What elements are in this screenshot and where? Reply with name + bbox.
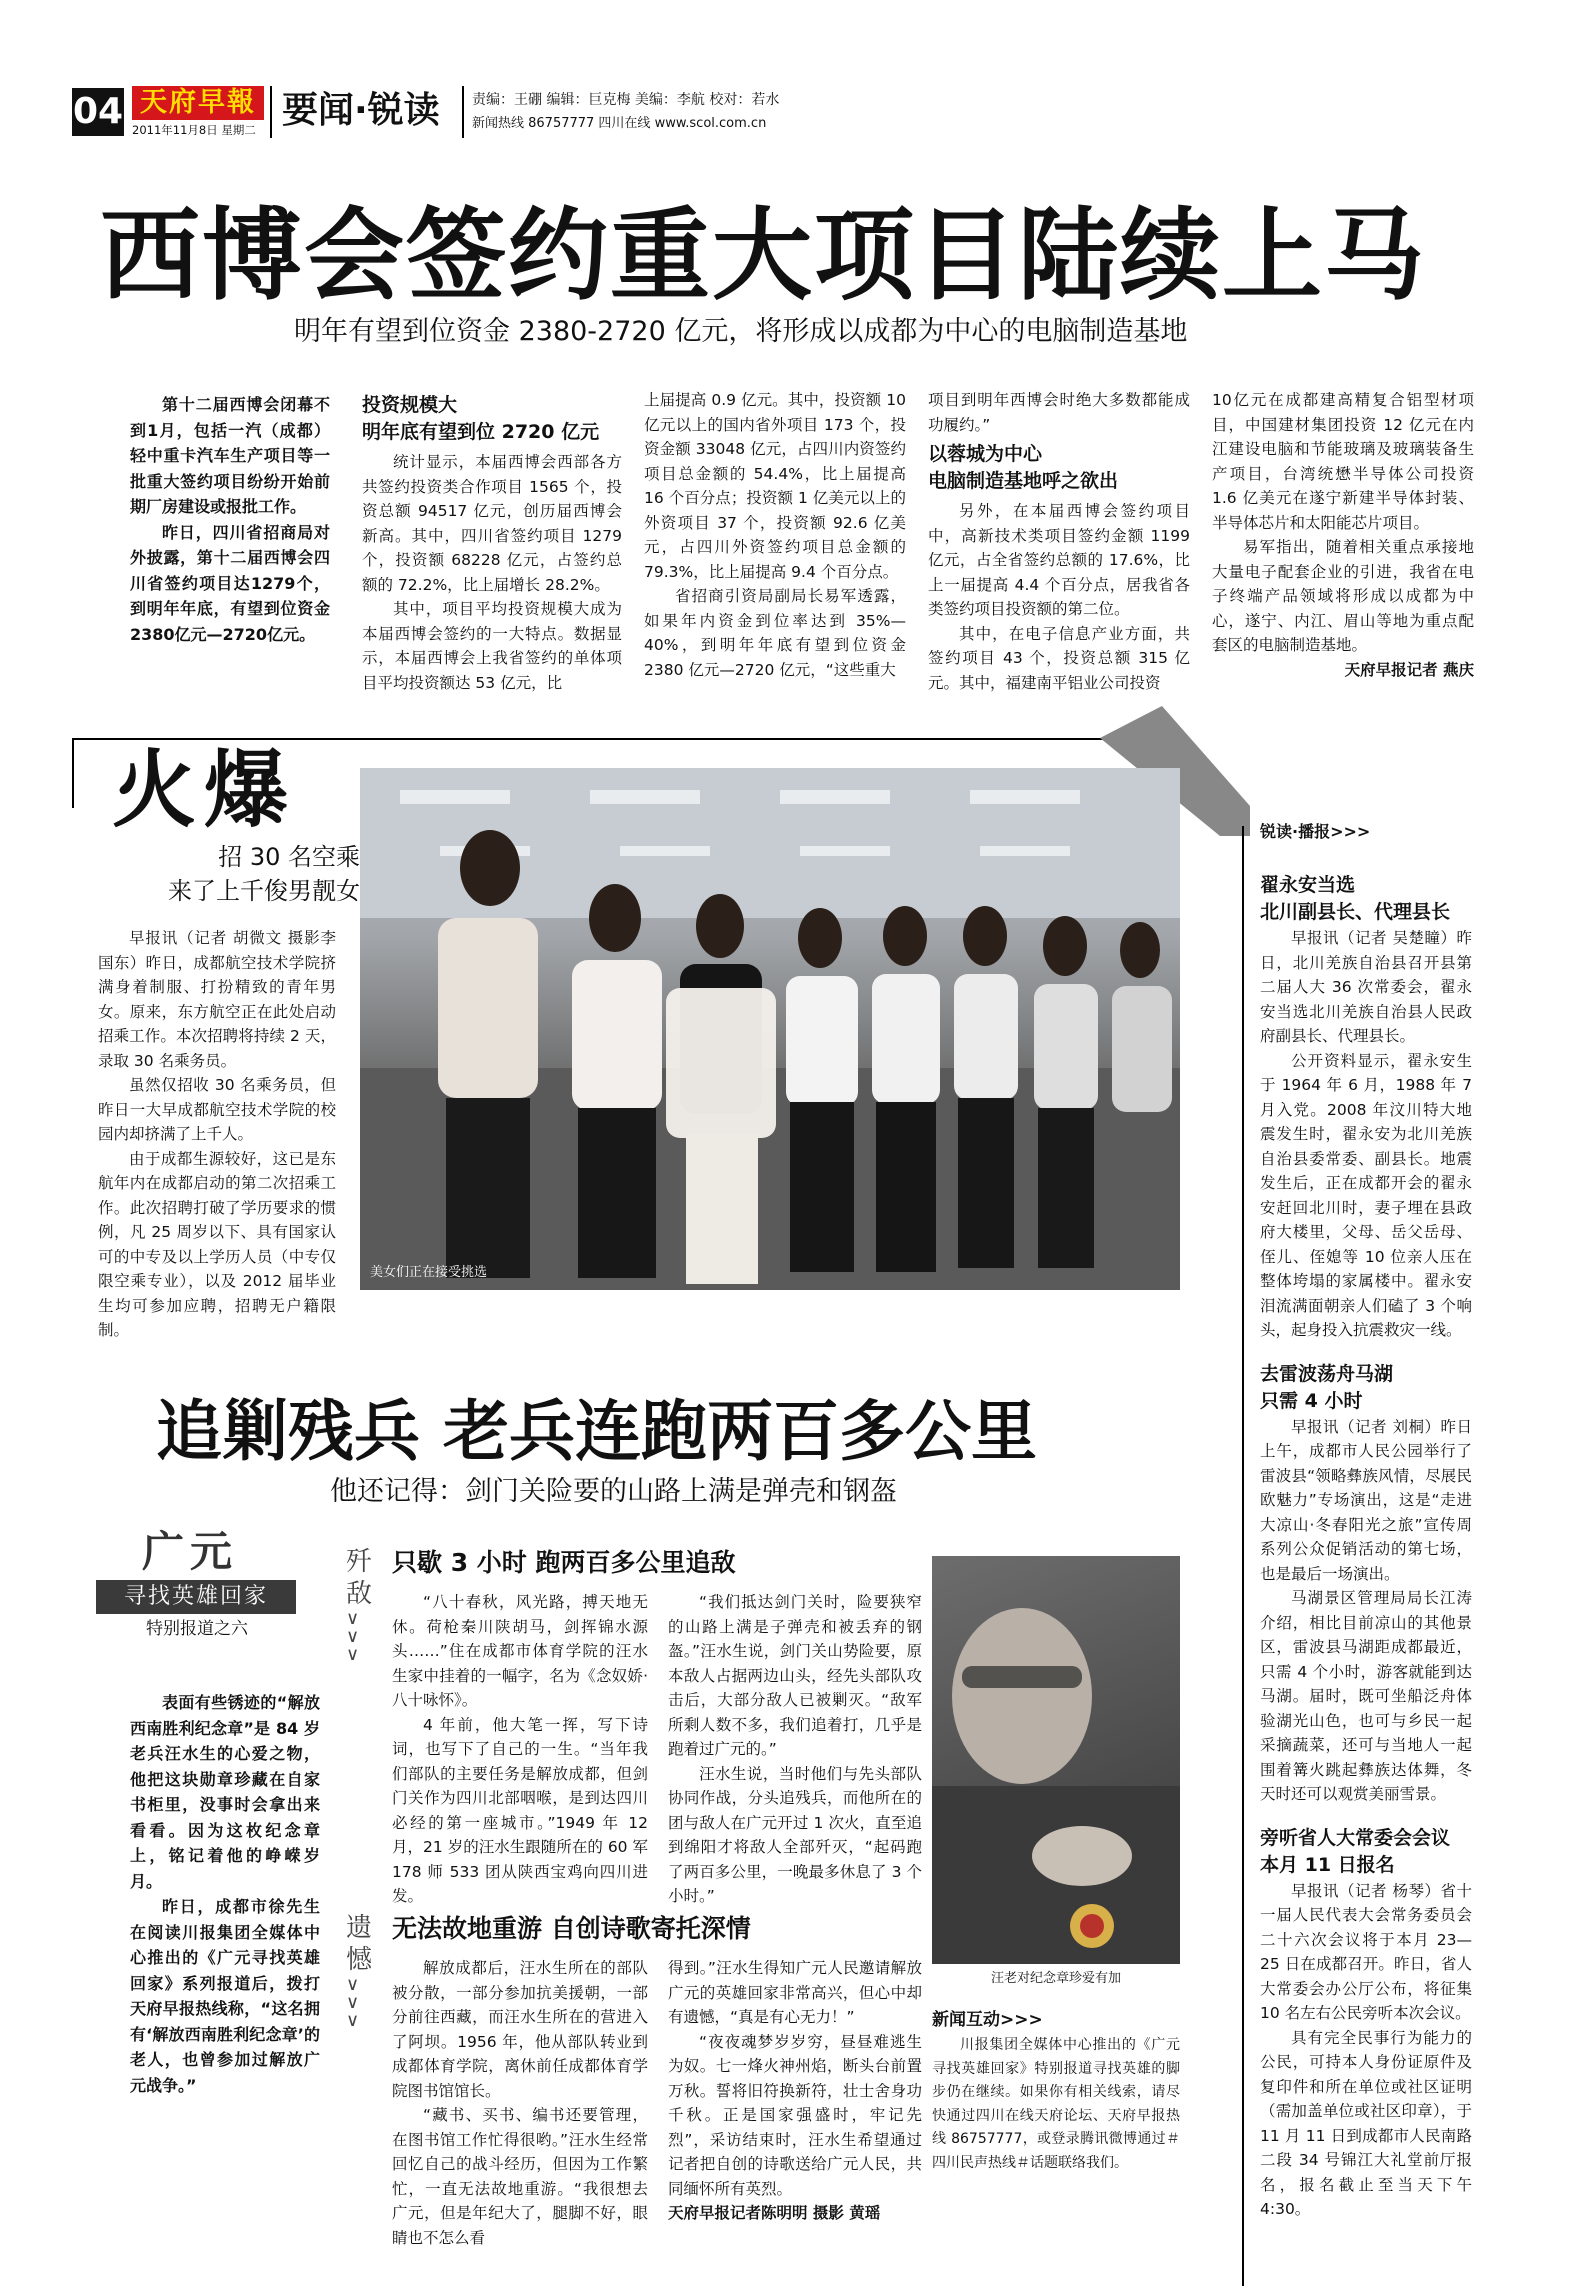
brief-headline: 翟永安当选 <box>1260 874 1356 896</box>
body-paragraph: 汪水生说，当时他们与先头部队协同作战，分头追残兵，而他所在的团与敌人在广元开过 1 次火，直至追到绵阳才将敌人全部歼灭，“起码跑了两百多公里，一晚最多休息了 3 个小时。” <box>668 1764 922 1905</box>
story1-column-5 <box>1212 388 1474 682</box>
brief-paragraph: 公开资料显示，翟永安生于 1964 年 6 月，1988 年 7 月入党。2008 年汶川特大地震发生时，翟永安为北川羌族自治县委常委、副县长。地震发生后，正在成都开会的翟永安赶回北川时，妻子埋在县政府大楼里，父母、岳父岳母、侄儿、侄媳等 10 位亲人压在整体垮塌的家属楼中。翟永安泪流满面朝亲人们磕了 3 个响头，起身投入抗震救灾一线。 <box>1260 1051 1472 1339</box>
brief-headline: 本月 11 日报名 <box>1260 1853 1395 1876</box>
lead-paragraph: 第十二届西博会闭幕不到1月，包括一汽（成都）轻中重卡汽车生产项目等一批重大签约项目纷纷开始前期厂房建设或报批工作。 <box>130 395 330 516</box>
story2-subtitle: 招 30 名空乘 <box>218 843 360 871</box>
headline: 追剿残兵 老兵连跑两百多公里 <box>156 1393 1037 1470</box>
body-paragraph: 统计显示，本届西博会西部各方共签约投资类合作项目 1565 个，投资总额 94517 亿元，创历届西博会新高。其中，四川省签约项目 1279 个，投资额 68228 亿元，占签约总额的 72.2%，比上届增长 28.2%。 <box>362 453 622 594</box>
body-paragraph: 易军指出，随着相关重点承接地大量电子配套企业的引进，我省在电子终端产品领域将形成以成都为中心，遂宁、内江、眉山等地为重点配套区的电脑制造基地。 <box>1212 538 1474 654</box>
brief-headline: 去雷波荡舟马湖 <box>1260 1362 1394 1385</box>
brief-paragraph: 早报讯（记者 杨琴）省十一届人民代表大会常务委员会二十六次会议将于本月 23—25 日在成都召开。昨日，省人大常委会办公厅公布，将征集 10 名左右公民旁听本次会议。 <box>1260 1881 1472 2022</box>
photo-caption: 美女们正在接受挑选 <box>370 1265 488 1280</box>
body-paragraph: 项目到明年西博会时绝大多数都能成功履约。” <box>928 391 1190 434</box>
section-heading: 只歇 3 小时 跑两百多公里追敌 <box>392 1548 736 1577</box>
body-paragraph: 省招商引资局副局长易军透露，如果年内资金到位率达到 35%—40%，到明年年底有望到位资金 2380 亿元—2720 亿元，“这些重大 <box>644 587 906 679</box>
section-heading: 无法故地重游 自创诗歌寄托深情 <box>392 1914 751 1943</box>
section-tag <box>346 1912 386 2030</box>
body-paragraph: 解放成都后，汪水生所在的部队被分散，一部分参加抗美援朝，一部分前往西藏，而汪水生所在的营进入了阿坝。1956 年，他从部队转业到成都体育学院，离休前任成都体育学院图书馆馆长。 <box>392 1959 648 2100</box>
body-paragraph: 上届提高 0.9 亿元。其中，投资额 10 亿元以上的国内省外项目 173 个，投资金额 33048 亿元，占四川内资签约项目总金额的 54.4%，比上届提高 16 个百分点；投资额 1 亿美元以上的外资项目 37 个，投资额 92.6 亿美元，占四川外资签约项目总金额的 79.3%，比上届提高 9.4 个百分点。 <box>644 391 906 581</box>
masthead-divider <box>462 86 464 138</box>
story1-column-1 <box>130 392 330 647</box>
subsection-heading: 投资规模大 <box>362 394 458 416</box>
story1-column-2 <box>362 392 622 695</box>
brief-paragraph: 早报讯（记者 吴楚瞳）昨日，北川羌族自治县召开县第二届人大 36 次常委会，翟永安当选北川羌族自治县人民政府副县长、代理县长。 <box>1260 929 1472 1045</box>
section-tag <box>346 1546 386 1664</box>
sidebar-divider <box>1242 826 1244 2286</box>
badge-series: 寻找英雄回家 <box>96 1580 296 1614</box>
byline: 天府早报记者陈明明 摄影 黄瑶 <box>668 2204 881 2222</box>
section-title: 要闻·锐读 <box>282 90 440 131</box>
body-paragraph: 由于成都生源较好，这已是东航年内在成都启动的第二次招乘工作。此次招聘打破了学历要求的惯例，凡 25 周岁以下、具有国家认可的中专及以上学历人员（中专仅限空乘专业），以及 2012 届毕业生均可参加应聘，招聘无户籍限制。 <box>98 1149 336 1339</box>
story2-subtitle: 来了上千俊男靓女 <box>168 877 360 905</box>
sidebar-label: 锐读·播报>>> <box>1260 822 1371 841</box>
photo-illustration <box>360 768 1180 1290</box>
body-paragraph: “夜夜魂梦岁岁穷，昼昼难逃生为奴。七一烽火神州焰，断头台前置万秋。誓将旧符换新符，壮士舍身功千秋。正是国家强盛时，牢记先烈”，采访结束时，汪水生希望通过记者把自创的诗歌送给广元人民，共同缅怀所有英烈。 <box>668 2032 922 2198</box>
interaction-text: 川报集团全媒体中心推出的《广元寻找英雄回家》特别报道寻找英雄的脚步仍在继续。如果你有相关线索，请尽快通过四川在线天府论坛、天府早报热线 86757777，或登录腾讯微博通过＃四川民声热线＃话题联络我们。 <box>932 2037 1180 2171</box>
section-tag-label: 歼敌 <box>346 1547 373 1609</box>
section-tag-label: 遗憾 <box>346 1913 373 1975</box>
subsection-heading: 以蓉城为中心 <box>928 443 1043 465</box>
badge-number: 特别报道之六 <box>146 1619 248 1639</box>
issue-date: 2011年11月8日 星期二 <box>132 123 256 137</box>
body-paragraph: 得到。”汪水生得知广元人民邀请解放广元的英雄回家非常高兴，但心中却有遗憾，“真是有心无力！” <box>668 1959 922 2026</box>
newspaper-logo: 天府早報 <box>132 86 264 120</box>
body-paragraph: 其中，项目平均投资规模大成为本届西博会签约的一大特点。数据显示，本届西博会上我省签约的单体项目平均投资额达 53 亿元，比 <box>362 600 622 692</box>
chevron-down-icon: ∨ ∨ ∨ <box>346 1974 360 2031</box>
story1-column-4 <box>928 388 1190 695</box>
body-paragraph: 4 年前，他大笔一挥，写下诗词，也写下了自己的一生。“当年我们部队的主要任务是解放成都，但剑门关作为四川北部咽喉，是到达四川必经的第一座城市。”1949 年 12 月，21 岁的汪水生跟随所在的 60 军 178 师 533 团从陕西宝鸡向四川进发。 <box>392 1715 648 1905</box>
body-paragraph: “藏书、买书、编书还要管理，在图书馆工作忙得很哟。”汪水生经常回忆自己的战斗经历，但因为工作繁忙，一直无法故地重游。“我很想去广元，但是年纪大了，腿脚不好，眼睛也不怎么看 <box>392 2106 648 2247</box>
brief-paragraph: 马湖景区管理局局长江涛介绍，相比目前凉山的其他景区，雷波县马湖距成都最近，只需 4 个小时，游客就能到达马湖。届时，既可坐船泛舟体验湖光山色，也可与乡民一起采摘蔬菜，还可与当地人一起围着篝火跳起彝族达体舞，冬天时还可以观赏美丽雪景。 <box>1260 1589 1472 1803</box>
intro-paragraph: 表面有些锈迹的“解放西南胜利纪念章”是 84 岁老兵汪水生的心爱之物，他把这块勋章珍藏在自家书柜里，没事时会拿出来看看。因为这枚纪念章上，铭记着他的峥嵘岁月。 <box>130 1693 320 1891</box>
headline: 西博会签约重大项目陆续上马 <box>100 197 1426 314</box>
brief-headline: 只需 4 小时 <box>1260 1389 1363 1412</box>
body-paragraph: 另外，在本届西博会签约项目中，高新技术类项目签约金额 1199 亿元，占全省签约总额的 17.6%，比上一届提高 4.4 个百分点，居我省各类签约项目投资额的第二位。 <box>928 502 1190 618</box>
veteran-photo <box>932 1556 1180 1994</box>
page-number: 04 <box>72 88 124 136</box>
photo-illustration <box>932 1556 1180 1994</box>
brief-paragraph: 早报讯（记者 刘桐）昨日上午，成都市人民公园举行了雷波县“领略彝族风情，尽展民欧魅力”专场演出，这是“走进大凉山·冬春阳光之旅”宣传周系列公众促销活动的第七场，也是最后一场演出。 <box>1260 1417 1472 1583</box>
badge-city: 广元 <box>142 1527 239 1576</box>
story3-intro <box>130 1690 320 2098</box>
subsection-heading: 明年底有望到位 2720 亿元 <box>362 421 600 443</box>
story3-s2-column-1 <box>392 1956 648 2250</box>
flight-attendant-photo <box>360 768 1180 1290</box>
brief-paragraph: 具有完全民事行为能力的公民，可持本人身份证原件及复印件和所在单位或社区证明（需加盖单位或社区印章），于 11 月 11 日到成都市人民南路二段 34 号锦江大礼堂前厅报名，报名截止至当天下午 4:30。 <box>1260 2028 1472 2218</box>
body-paragraph: 虽然仅招收 30 名乘务员，但昨日一大早成都航空技术学院的校园内却挤满了上千人。 <box>98 1076 336 1143</box>
story3-s1-column-2 <box>668 1590 922 1909</box>
lead-paragraph: 昨日，四川省招商局对外披露，第十二届西博会四川省签约项目达1279个，到明年年底，有望到位资金2380亿元—2720亿元。 <box>130 522 330 644</box>
story3-s2-column-2 <box>668 1956 922 2226</box>
brief-headline: 北川副县长、代理县长 <box>1260 901 1451 923</box>
byline: 天府早报记者 燕庆 <box>1344 660 1474 679</box>
subheadline: 明年有望到位资金 2380-2720 亿元，将形成以成都为中心的电脑制造基地 <box>294 316 1188 347</box>
story2-title: 火爆 <box>112 741 297 839</box>
story2-frame-left <box>72 738 74 808</box>
chevron-down-icon: ∨ ∨ ∨ <box>346 1608 360 1665</box>
interaction-title: 新闻互动>>> <box>932 2010 1043 2030</box>
story1-column-3 <box>644 388 906 682</box>
news-brief-sidebar <box>1260 820 1472 2222</box>
body-paragraph: “我们抵达剑门关时，险要狭窄的山路上满是子弹壳和被丢弃的钢盔。”汪水生说，剑门关山势险要，原本敌人占据两边山头，经先头部队攻击后，大部分敌人已被剿灭。“敌军所剩人数不多，我们追着打，几乎是跑着过广元的。” <box>668 1593 922 1758</box>
hotline: 新闻热线 86757777 四川在线 www.scol.com.cn <box>472 116 767 131</box>
masthead-divider <box>270 86 272 138</box>
brief-headline: 旁听省人大常委会会议 <box>1260 1826 1451 1849</box>
editor-credits: 责编：王硼 编辑：巨克梅 美编：李航 校对：若水 <box>472 92 780 108</box>
story2-body <box>98 926 336 1343</box>
body-paragraph: “八十春秋，风光路，搏天地无休。荷枪秦川陕胡马，剑挥锦水源头……”住在成都市体育学院的汪水生家中挂着的一幅字，名为《念奴娇·八十咏怀》。 <box>392 1593 648 1709</box>
subsection-heading: 电脑制造基地呼之欲出 <box>928 470 1119 492</box>
subheadline: 他还记得：剑门关险要的山路上满是弹壳和钢盔 <box>330 1476 897 1507</box>
body-paragraph: 其中，在电子信息产业方面，共签约项目 43 个，投资总额 315 亿元。其中，福建南平铝业公司投资 <box>928 624 1190 692</box>
news-interaction-box <box>932 2006 1180 2175</box>
story3-s1-column-1 <box>392 1590 648 1909</box>
body-paragraph: 10亿元在成都建高精复合铝型材项目，中国建材集团投资 12 亿元在内江建设电脑和节能玻璃及玻璃装备生产项目，台湾统懋半导体公司投资 1.6 亿美元在遂宁新建半导体封装、半导体芯片和太阳能芯片项目。 <box>1212 391 1474 532</box>
photo-caption: 汪老对纪念章珍爱有加 <box>932 1964 1180 1994</box>
body-paragraph: 早报讯（记者 胡微文 摄影李国东）昨日，成都航空技术学院挤满身着制服、打扮精致的青年男女。原来，东方航空正在此处启动招乘工作。本次招聘将持续 2 天，录取 30 名乘务员。 <box>98 929 336 1070</box>
series-badge <box>96 1524 336 1664</box>
masthead <box>72 84 1532 144</box>
intro-paragraph: 昨日，成都市徐先生在阅读川报集团全媒体中心推出的《广元寻找英雄回家》系列报道后，拨打天府早报热线称，“这名拥有‘解放西南胜利纪念章’的老人，也曾参加过解放广元战争。” <box>130 1897 320 2095</box>
